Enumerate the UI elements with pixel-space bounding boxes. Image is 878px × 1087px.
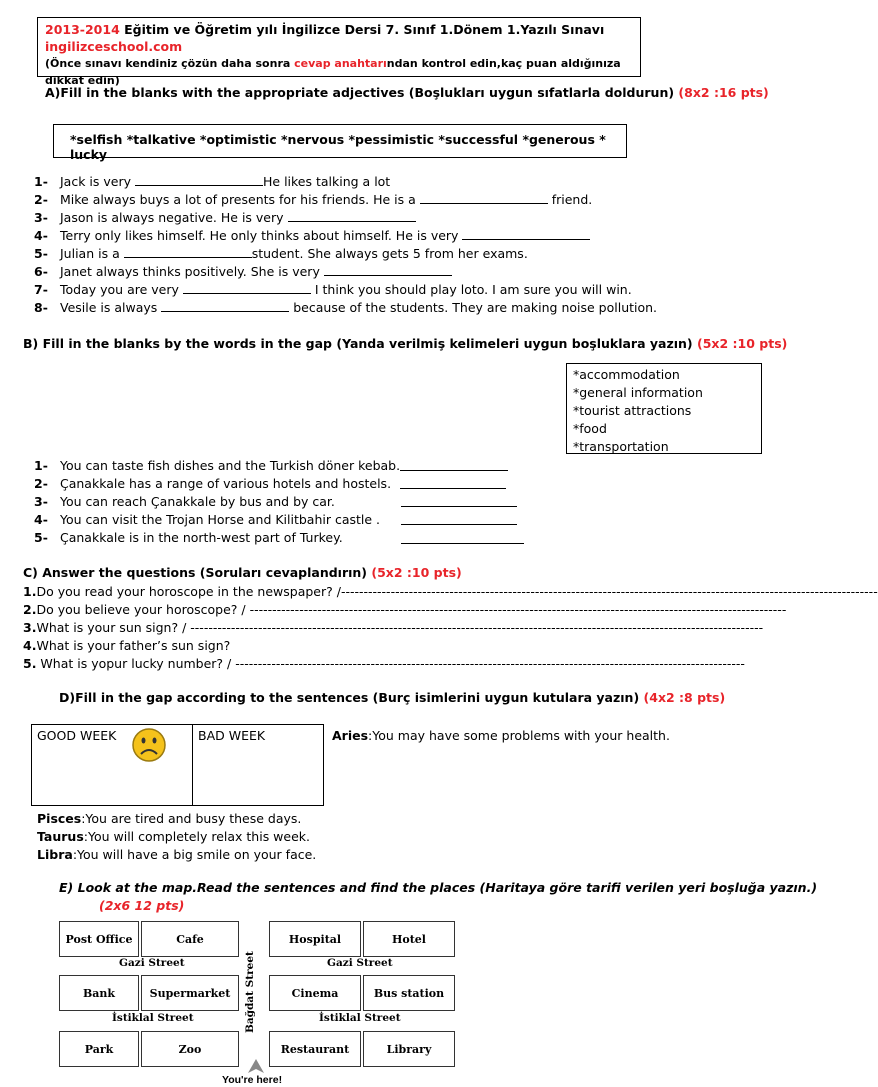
you-are-here-label: You're here! [222,1074,283,1086]
answer-line[interactable] [401,494,517,507]
sign-sentences [37,810,316,864]
list-item: 7- Today you are very I think you should play loto. I am sure you will win. [34,282,632,297]
word-bank-item: *general information [573,385,703,400]
section-b-list [34,457,400,547]
list-item: 3- You can reach Çanakkale by bus and by car. [34,494,335,509]
map-street-istiklal-right: İstiklal Street [319,1012,401,1024]
town-map [57,917,467,1067]
adjective-word-box: *selfish *talkative *optimistic *nervous *pessimistic *successful *generous * lucky [53,124,627,158]
list-item: 2.Do you believe your horoscope? / ----------------------------------------------------------------------------------------------------------------------- [23,602,787,617]
bad-week-cell[interactable] [193,725,324,806]
list-item: 1.Do you read your horoscope in the newspaper? /----------------------------------------------------------------------------------------------------------------------- [23,584,878,599]
list-item: 5- Julian is a student. She always gets 5 from her exams. [34,246,528,261]
header-note: (Önce sınavı kendiniz çözün daha sonra cevap anahtarından kontrol edin,kaç puan aldığınıza dikkat edin) [45,57,621,87]
word-bank-item: *accommodation [573,367,680,382]
answer-line[interactable] [400,476,506,489]
map-park: Park [59,1031,139,1067]
list-item: 4.What is your father’s sun sign? [23,638,231,653]
sad-face-icon [131,727,167,763]
section-a-list [34,173,657,317]
section-b-title: B) Fill in the blanks by the words in the gap (Yanda verilmiş kelimeleri uygun boşluklara yazın) (5x2 :10 pts) [23,336,788,351]
list-item: 4- You can visit the Trojan Horse and Kilitbahir castle . [34,512,381,527]
word-bank-item: *food [573,421,607,436]
answer-line[interactable] [401,531,524,544]
sign-sentence: Libra:You will have a big smile on your face. [37,847,317,862]
section-e-title: E) Look at the map.Read the sentences and find the places (Haritaya göre tarifi verilen yeri boşluğa yazın.) [59,880,818,895]
word-bank-box [566,363,762,454]
list-item: 1- You can taste fish dishes and the Turkish döner kebab. [34,458,401,473]
map-restaurant: Restaurant [269,1031,361,1067]
section-c-list [23,583,878,673]
header-title: 2013-2014 Eğitim ve Öğretim yılı İngilizce Dersi 7. Sınıf 1.Dönem 1.Yazılı Sınavı [45,22,605,37]
up-arrow-icon [246,1058,266,1074]
word-bank-item: *transportation [573,439,669,454]
map-bus-station: Bus station [363,975,455,1011]
map-post-office: Post Office [59,921,139,957]
map-cinema: Cinema [269,975,361,1011]
sign-sentence: Pisces:You are tired and busy these days. [37,811,302,826]
map-cafe: Cafe [141,921,239,957]
map-street-gazi-left: Gazi Street [119,957,185,969]
section-c-title: C) Answer the questions (Soruları cevaplandırın) (5x2 :10 pts) [23,565,462,580]
section-e-points: (2x6 12 pts) [99,898,185,913]
map-hotel: Hotel [363,921,455,957]
map-bank: Bank [59,975,139,1011]
list-item: 5. What is yopur lucky number? / ----------------------------------------------------------------------------------------------------------------- [23,656,745,671]
map-zoo: Zoo [141,1031,239,1067]
answer-line[interactable] [400,458,508,471]
map-library: Library [363,1031,455,1067]
map-supermarket: Supermarket [141,975,239,1011]
list-item: 3.What is your sun sign? / ------------------------------------------------------------------------------------------------------------------------------- [23,620,764,635]
map-street-bagdat: Bağdat Street [244,951,256,1033]
exam-header [37,17,641,87]
sign-sentence: Taurus:You will completely relax this week. [37,829,310,844]
list-item: 6- Janet always thinks positively. She is very [34,263,657,281]
site-link[interactable]: ingilizceschool.com [45,39,183,54]
list-item: 2- Çanakkale has a range of various hotels and hostels. [34,476,392,491]
week-table [31,724,324,806]
section-d-title: D)Fill in the gap according to the sentences (Burç isimlerini uygun kutulara yazın) (4x2 :8 pts) [59,690,726,705]
map-hospital: Hospital [269,921,361,957]
map-street-gazi-right: Gazi Street [327,957,393,969]
list-item: 2- Mike always buys a lot of presents for his friends. He is a friend. [34,192,593,207]
list-item: 4- Terry only likes himself. He only thinks about himself. He is very [34,227,657,245]
list-item: 3- Jason is always negative. He is very [34,209,657,227]
list-item: 5- Çanakkale is in the north-west part of Turkey. [34,530,343,545]
aries-sentence: Aries:You may have some problems with your health. [332,728,670,743]
answer-line[interactable] [401,512,517,525]
word-bank-item: *tourist attractions [573,403,692,418]
list-item: 1- Jack is very He likes talking a lot [34,174,391,189]
section-a-title: A)Fill in the blanks with the appropriate adjectives (Boşlukları uygun sıfatlarla doldurun) (8x2 :16 pts) [45,85,769,100]
bad-week-label: BAD WEEK [198,728,266,743]
map-street-istiklal-left: İstiklal Street [112,1012,194,1024]
list-item: 8- Vesile is always because of the students. They are making noise pollution. [34,300,658,315]
good-week-cell[interactable] [32,725,193,806]
year-label: 2013-2014 [45,22,120,37]
good-week-label: GOOD WEEK [37,728,117,743]
